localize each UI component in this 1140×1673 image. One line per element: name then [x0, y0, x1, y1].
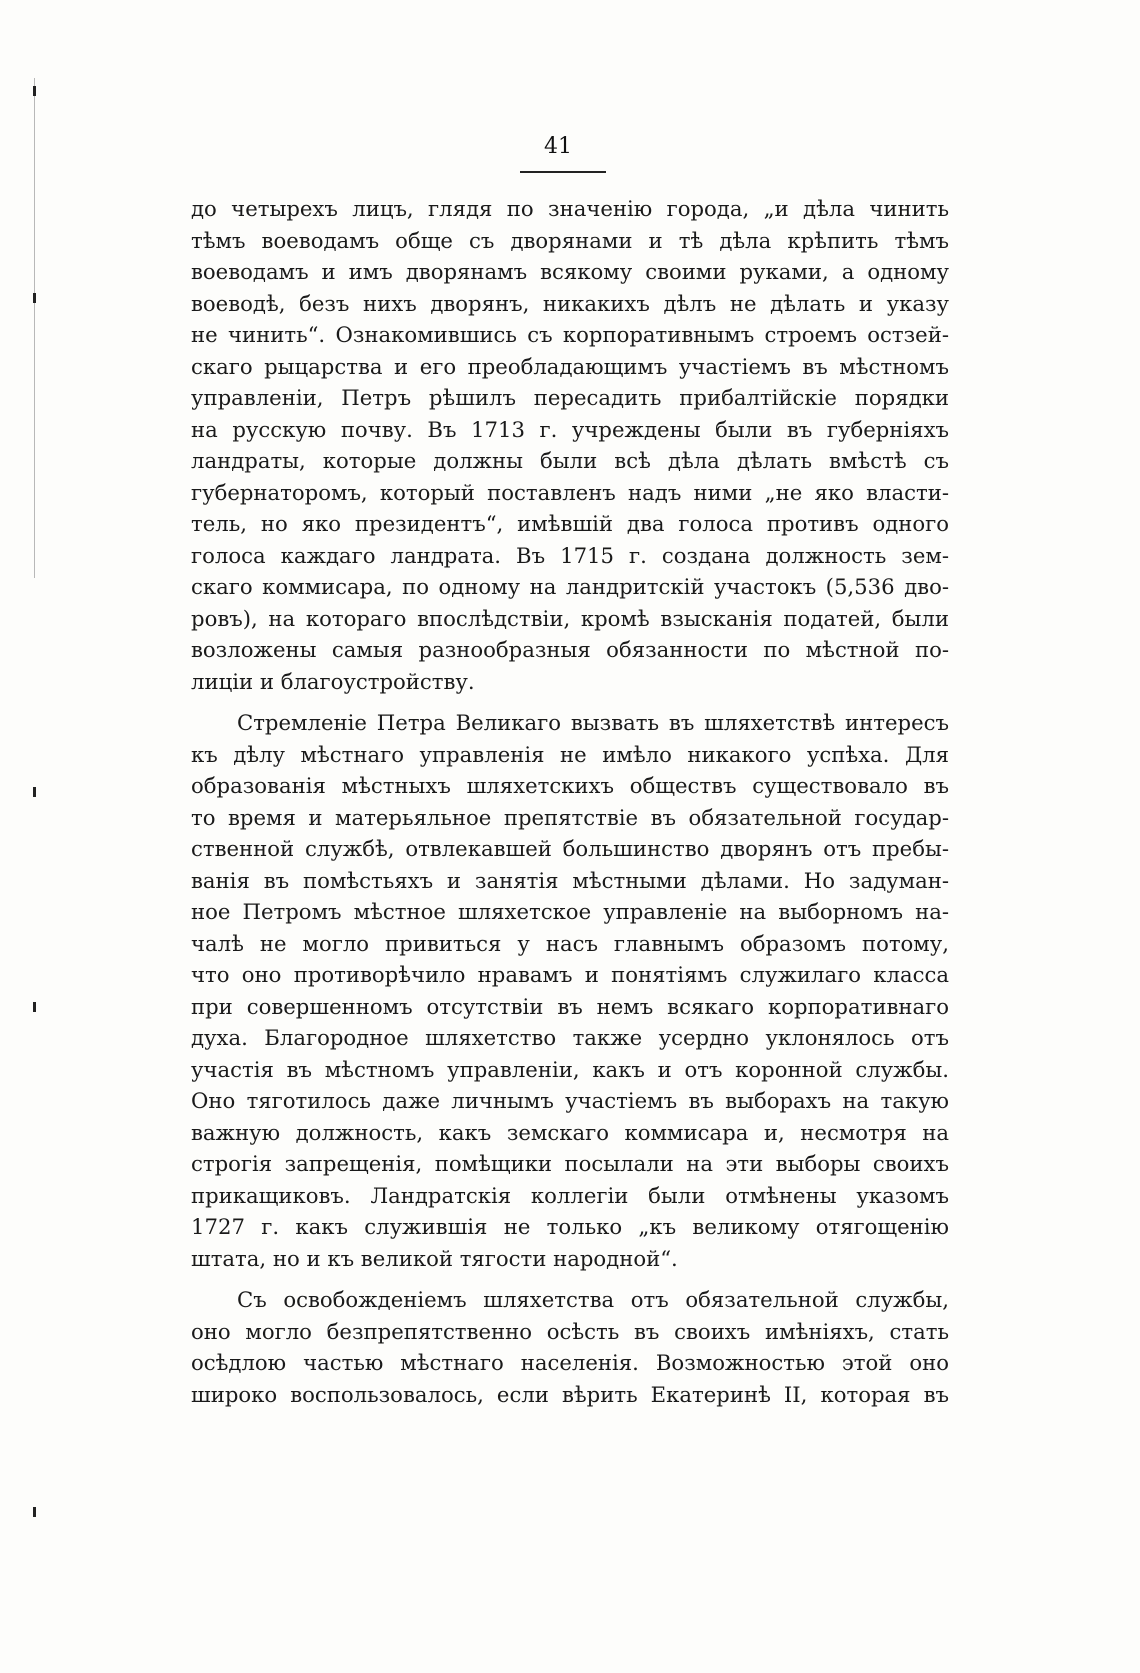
text-line: къ дѣлу мѣстнаго управленія не имѣло никакого успѣха. Для: [191, 741, 949, 767]
text-line: ландраты, которые должны были всѣ дѣла дѣлать вмѣстѣ съ: [191, 448, 949, 473]
paragraph: [191, 193, 949, 697]
text-line: прикащиковъ. Ландратскія коллегіи были отмѣнены указомъ: [191, 1182, 949, 1208]
page-number-rule: [520, 171, 606, 173]
text-line: широко воспользовалось, если вѣрить Екатеринѣ II, которая въ: [191, 1381, 949, 1407]
text-line: воеводамъ и имъ дворянамъ всякому своими руками, а одному: [191, 259, 949, 284]
text-line: до четырехъ лицъ, глядя по значенію города, „и дѣла чинить: [191, 196, 949, 221]
text-line: губернаторомъ, который поставленъ надъ ними „не яко власти-: [191, 479, 949, 505]
scan-margin-mark: [33, 1002, 36, 1012]
text-line: тѣмъ воеводамъ обще съ дворянами и тѣ дѣла крѣпить тѣмъ: [191, 227, 949, 253]
text-line: важную должность, какъ земскаго коммисара и, несмотря на: [191, 1119, 949, 1145]
text-line: что оно противорѣчило нравамъ и понятіямъ служилаго класса: [191, 962, 949, 987]
scan-margin-mark: [33, 293, 36, 303]
text-line: скаго коммисара, по одному на ландритскій участокъ (5,536 дво-: [191, 574, 949, 599]
scan-margin-rule: [34, 78, 35, 578]
text-line: ровъ), на котораго впослѣдствіи, кромѣ взысканія податей, были: [191, 605, 949, 631]
text-line: на русскую почву. Въ 1713 г. учреждены были въ губерніяхъ: [191, 416, 949, 442]
text-line: не чинить“. Ознакомившись съ корпоративнымъ строемъ остзей-: [191, 322, 949, 347]
text-line: штата, но и къ великой тягости народной“.: [191, 1245, 678, 1271]
text-line: управленіи, Петръ рѣшилъ пересадить прибалтійскіе порядки: [191, 385, 949, 410]
text-line: оно могло безпрепятственно осѣсть въ своихъ имѣніяхъ, стать: [191, 1318, 949, 1344]
text-line: при совершенномъ отсутствіи въ немъ всякаго корпоративнаго: [191, 993, 949, 1019]
text-line: Съ освобожденіемъ шляхетства отъ обязательной службы,: [237, 1287, 949, 1312]
text-line: скаго рыцарства и его преобладающимъ участіемъ въ мѣстномъ: [191, 353, 949, 379]
text-line: тель, но яко президентъ“, имѣвшій два голоса противъ одного: [191, 511, 949, 536]
text-line: голоса каждаго ландрата. Въ 1715 г. создана должность зем-: [191, 542, 949, 568]
body-text: [191, 193, 949, 1410]
text-line: строгія запрещенія, помѣщики посылали на эти выборы своихъ: [191, 1151, 949, 1176]
text-line: духа. Благородное шляхетство также усердно уклонялось отъ: [191, 1025, 949, 1050]
text-line: ванія въ помѣстьяхъ и занятія мѣстными дѣлами. Но задуман-: [191, 867, 949, 893]
paragraph-gap: [191, 1274, 949, 1284]
page-number: 41: [544, 134, 572, 159]
text-line: образованія мѣстныхъ шляхетскихъ обществъ существовало въ: [191, 773, 949, 798]
text-line: воеводѣ, безъ нихъ дворянъ, никакихъ дѣлъ не дѣлать и указу: [191, 290, 949, 316]
paragraph: [191, 1284, 949, 1410]
scan-margin-mark: [33, 1507, 36, 1517]
text-line: Оно тяготилось даже личнымъ участіемъ въ выборахъ на такую: [191, 1088, 949, 1113]
text-line: то время и матерьяльное препятствіе въ обязательной государ-: [191, 804, 949, 830]
text-line: ное Петромъ мѣстное шляхетское управленіе на выборномъ на-: [191, 899, 949, 924]
paragraph-gap: [191, 697, 949, 707]
text-line: Стремленіе Петра Великаго вызвать въ шляхетствѣ интересъ: [237, 710, 949, 735]
text-line: чалѣ не могло привиться у насъ главнымъ образомъ потому,: [191, 930, 949, 956]
scan-margin-mark: [33, 787, 36, 797]
text-line: возложены самыя разнообразныя обязанности по мѣстной по-: [191, 637, 949, 662]
scan-margin-mark: [33, 86, 36, 96]
paragraph: [191, 707, 949, 1274]
text-line: осѣдлою частью мѣстнаго населенія. Возможностью этой оно: [191, 1350, 949, 1375]
text-line: ственной службѣ, отвлекавшей большинство дворянъ отъ пребы-: [191, 836, 949, 861]
text-line: 1727 г. какъ служившія не только „къ великому отягощенію: [191, 1214, 949, 1239]
text-line: участія въ мѣстномъ управленіи, какъ и отъ коронной службы.: [191, 1056, 949, 1082]
text-line: лиціи и благоустройству.: [191, 668, 475, 694]
